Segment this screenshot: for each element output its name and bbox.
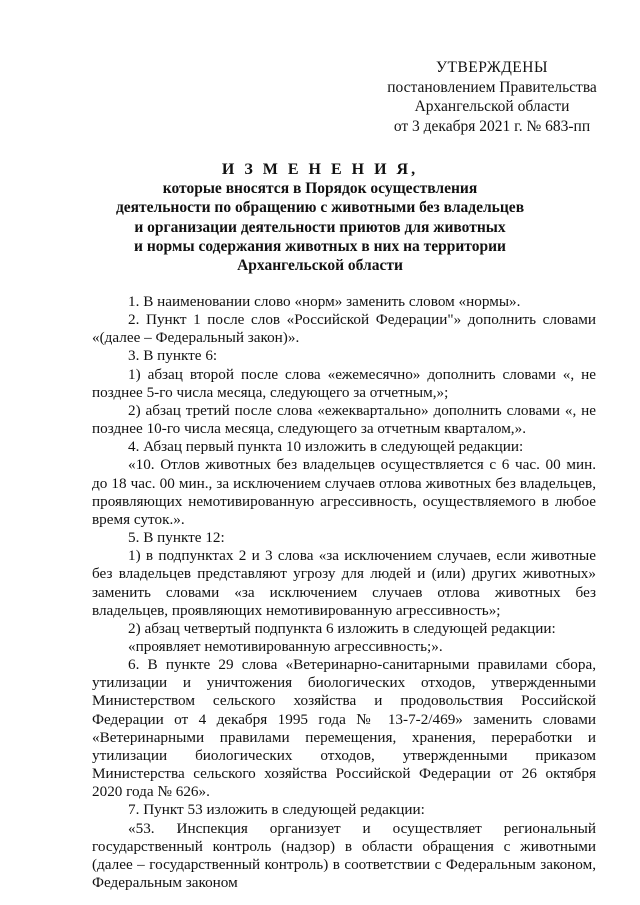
heading-title: И З М Е Н Е Н И Я, [221,161,419,178]
paragraph: 1) в подпунктах 2 и 3 слова «за исключением случаев, если животные без владельцев представляют угрозу для людей и (или) других животных» заменить словами «за исключением случаев отлова животных без владельцев, проявляющих немотивированную агрессивность»; [92,547,596,619]
heading-line-5: Архангельской области [237,257,403,275]
document-heading [110,160,530,275]
paragraph: 3. В пункте 6: [128,347,218,365]
paragraph: 2) абзац четвертый подпункта 6 изложить в следующей редакции: [128,619,556,637]
document-body [92,293,596,892]
paragraph: «10. Отлов животных без владельцев осуществляется с 6 час. 00 мин. до 18 час. 00 мин., за исключением случаев отлова животных без владельцев, проявляющих немотивированную агрессивность, осуществляемого в любое время суток.». [92,456,596,528]
heading-line-4: и нормы содержания животных в них на территории [134,237,506,255]
paragraph: 4. Абзац первый пункта 10 изложить в следующей редакции: [128,438,524,456]
paragraph: 1) абзац второй после слова «ежемесячно» дополнить словами «, не позднее 5-го числа месяца, следующего за отчетным,»; [92,365,596,401]
paragraph: «проявляет немотивированную агрессивность;». [128,637,443,655]
approval-line-1: постановлением Правительства [387,78,597,96]
heading-line-1: которые вносятся в Порядок осуществления [162,180,478,198]
approval-title: УТВЕРЖДЕНЫ [436,59,548,76]
heading-line-2: деятельности по обращению с животными без владельцев [115,199,525,217]
paragraph: 2. Пункт 1 после слов «Российской Федерации"» дополнить словами «(далее – Федеральный закон)». [92,311,596,347]
paragraph: 2) абзац третий после слова «ежеквартально» дополнить словами «, не позднее 10-го числа месяца, следующего за отчетным кварталом,». [92,401,596,438]
approval-stamp [372,58,612,136]
paragraph: 7. Пункт 53 изложить в следующей редакции: [128,801,425,819]
paragraph: 6. В пункте 29 слова «Ветеринарно-санитарными правилами сбора, утилизации и уничтожения биологических отходов, утвержденными Министерством сельского хозяйства и продовольствия Российской Федерации от 4 декабря 1995 года № 13-7-2/469» заменить словами «Ветеринарными правилами перемещения, хранения, переработки и утилизации биологических отходов, утвержденными приказом Министерства сельского хозяйства Российской Федерации от 26 октября 2020 года № 626». [92,656,596,801]
paragraph: «53. Инспекция организует и осуществляет региональный государственный контроль (надзор) в области обращения с животными (далее – государственный контроль) в соответствии с Федеральным законом, Федеральным законом [92,819,596,891]
heading-line-3: и организации деятельности приютов для животных [134,218,506,236]
approval-line-2: Архангельской области [414,98,570,115]
paragraph: 5. В пункте 12: [128,529,225,547]
approval-line-3: от 3 декабря 2021 г. № 683-пп [393,117,591,135]
paragraph: 1. В наименовании слово «норм» заменить словом «нормы». [128,293,521,310]
